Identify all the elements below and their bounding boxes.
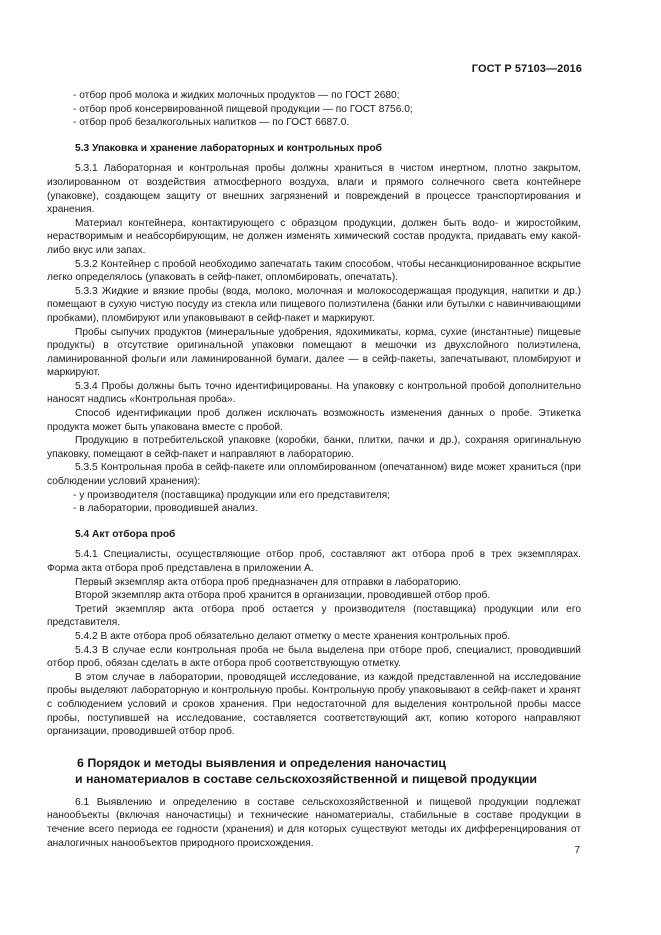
paragraph: Продукцию в потребительской упаковке (коробки, банки, плитки, пачки и др.), сохраняя оригинальную упаковку, помещают в сейф-пакет и направляют в лабораторию.	[47, 435, 581, 460]
section-heading-6-line2: и наноматериалов в составе сельскохозяйственной и пищевой продукции	[75, 771, 537, 786]
section-heading-5-3: 5.3 Упаковка и хранение лабораторных и контрольных проб	[75, 142, 382, 154]
list-item: ‐ отбор проб безалкогольных напитков — по ГОСТ 6687.0.	[73, 117, 350, 129]
paragraph: В этом случае в лаборатории, проводящей исследование, из каждой представленной на исследование пробы выделяют лабораторную и контрольную пробы. Контрольную пробу упаковывают в сейф-пакет и хранят с соблюдением условий и сроков хранения. При недостаточной для выделения контрольной пробы массе пробы, поступившей на исследование, составляется соответствующий акт, копию которого направляют организации, проводившей отбор проб.	[47, 671, 581, 738]
paragraph: 5.4.2 В акте отбора проб обязательно делают отметку о месте хранения контрольных проб.	[75, 630, 511, 642]
list-item: ‐ отбор проб консервированной пищевой продукции — по ГОСТ 8756.0;	[73, 103, 413, 115]
paragraph: 6.1 Выявлению и определению в составе сельскохозяйственной и пищевой продукции подлежат нанообъекты (включая наночастицы) и технические наноматериалы, стабильные в составе продукции в течение всего периода ее годности (хранения) и для которых существуют методы их дифференцирования от аналогичных нанообъектов природного происхождения.	[47, 796, 581, 849]
paragraph: 5.4.3 В случае если контрольная проба не была выделена при отборе проб, специалист, проводивший отбор проб, обязан сделать в акте отбора проб соответствующую отметку.	[47, 644, 581, 670]
paragraph: Материал контейнера, контактирующего с образцом продукции, должен быть водо- и жиростойким, нерастворимым и неабсорбирующим, не должен изменять химический состав продукта, придавать ему какой-либо вкус или запах.	[47, 217, 581, 256]
paragraph: Пробы сыпучих продуктов (минеральные удобрения, ядохимикаты, корма, сухие (инстантные) пищевые продукты) в отсутствие оригинальной упаковки помещают в мешочки из двухслойного полиэтилена, ламинированной фольги или ламинированной бумаги, далее — в сейф-пакеты, запечатывают, пломбируют и маркируют.	[47, 326, 581, 379]
section-heading-6-line1: 6 Порядок и методы выявления и определения наночастиц	[77, 755, 447, 770]
paragraph: Способ идентификации проб должен исключать возможность изменения данных о пробе. Этикетка продукта может быть упакована вместе с пробой.	[47, 408, 581, 433]
document-number: ГОСТ Р 57103—2016	[471, 63, 582, 75]
paragraph: Второй экземпляр акта отбора проб хранится в организации, проводившей отбор проб.	[75, 590, 491, 602]
paragraph: 5.3.1 Лабораторная и контрольная пробы должны храниться в чистом инертном, плотно закрытом, изолированном от воздействия атмосферного воздуха, влаги и прямого солнечного света контейнере (упаковке), создающем защиту от внешних загрязнений и повреждений в процессе транспортирования и хранения.	[47, 163, 581, 216]
paragraph: 5.4.1 Специалисты, осуществляющие отбор проб, составляют акт отбора проб в трех экземплярах. Форма акта отбора проб представлена в приложении А.	[47, 549, 581, 574]
paragraph: Третий экземпляр акта отбора проб остается у производителя (поставщика) продукции или его представителя.	[47, 603, 581, 629]
list-item: ‐ в лаборатории, проводившей анализ.	[73, 503, 258, 515]
list-item: ‐ отбор проб молока и жидких молочных продуктов — по ГОСТ 2680;	[73, 90, 400, 101]
section-heading-5-4: 5.4 Акт отбора проб	[75, 528, 176, 540]
page-number: 7	[574, 845, 580, 856]
list-item: ‐ у производителя (поставщика) продукции или его представителя;	[73, 489, 390, 501]
paragraph: 5.3.3 Жидкие и вязкие пробы (вода, молоко, молочная и молокосодержащая продукция, напитки и др.) помещают в сухую чистую посуду из стекла или пищевого полиэтилена (банки или бутылки с навинчивающими пробками), пломбируют или упаковывают в сейф-пакет и маркируют.	[47, 285, 581, 324]
paragraph: 5.3.5 Контрольная проба в сейф-пакете или опломбированном (опечатанном) виде может храниться (при соблюдении условий хранения):	[47, 462, 581, 488]
section-heading-6	[47, 755, 581, 787]
paragraph: 5.3.2 Контейнер с пробой необходимо запечатать таким способом, чтобы несанкционированное вскрытие легко определялось (упаковать в сейф-пакет, опломбировать, опечатать).	[47, 258, 581, 284]
paragraph: 5.3.4 Пробы должны быть точно идентифицированы. На упаковку с контрольной пробой дополнительно наносят надпись «Контрольная проба».	[47, 380, 581, 406]
paragraph: Первый экземпляр акта отбора проб предназначен для отправки в лабораторию.	[75, 576, 461, 588]
document-body	[47, 89, 581, 850]
